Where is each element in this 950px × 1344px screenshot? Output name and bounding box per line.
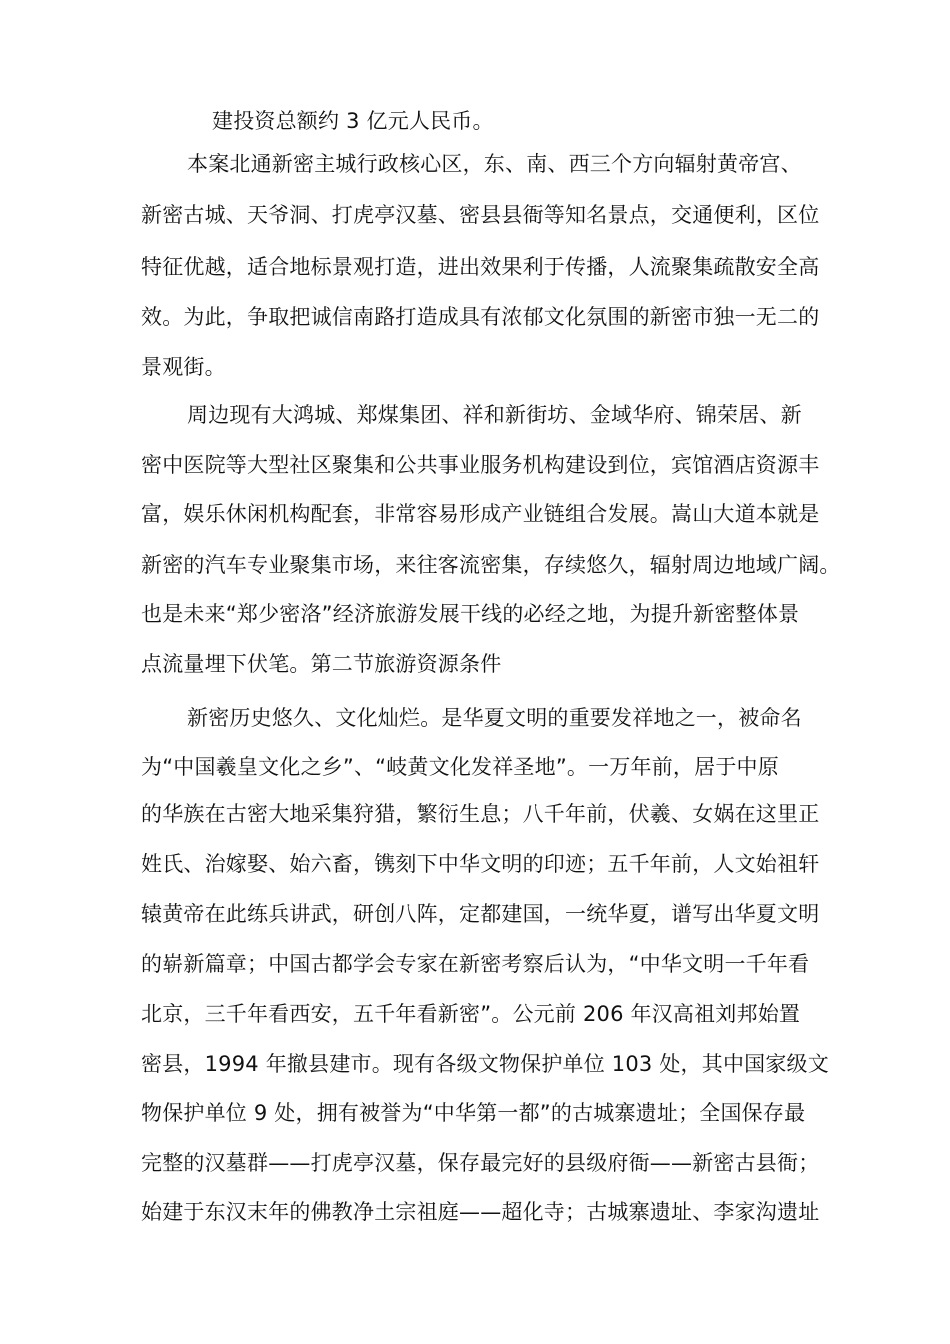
text-line: 北京，三千年看西安，五千年看新密”。公元前 206 年汉高祖刘邦始置 — [141, 1002, 801, 1026]
text-line: 密中医院等大型社区聚集和公共事业服务机构建设到位，宾馆酒店资源丰 — [141, 453, 820, 477]
paragraph-first-line: 周边现有大鸿城、郑煤集团、祥和新街坊、金域华府、锦荣居、新 — [187, 403, 802, 427]
text-line: 完整的汉墓群——打虎亭汉墓，保存最完好的县级府衙——新密古县衙； — [141, 1151, 820, 1175]
text-line: 富，娱乐休闲机构配套，非常容易形成产业链组合发展。嵩山大道本就是 — [141, 502, 820, 526]
text-line: 建投资总额约 3 亿元人民币。 — [212, 109, 494, 133]
text-line: 新密古城、天爷洞、打虎亭汉墓、密县县衙等知名景点，交通便利，区位 — [141, 203, 820, 227]
text-line: 新密的汽车专业聚集市场，来往客流密集，存续悠久，辐射周边地域广阔。 — [141, 553, 841, 577]
text-line: 密县，1994 年撤县建市。现有各级文物保护单位 103 处，其中国家级文 — [141, 1052, 829, 1076]
text-line: 景观街。 — [141, 355, 226, 379]
text-line: 辕黄帝在此练兵讲武，研创八阵，定都建国，一统华夏，谱写出华夏文明 — [141, 902, 820, 926]
text-line: 姓氏、治嫁娶、始六畜，镌刻下中华文明的印迹；五千年前，人文始祖轩 — [141, 852, 820, 876]
text-line: 物保护单位 9 处，拥有被誉为“中华第一都”的古城寨遗址；全国保存最 — [141, 1101, 806, 1125]
text-line: 为“中国羲皇文化之乡”、“岐黄文化发祥圣地”。一万年前，居于中原 — [141, 755, 779, 779]
text-line: 始建于东汉末年的佛教净土宗祖庭——超化寺；古城寨遗址、李家沟遗址 — [141, 1200, 820, 1224]
paragraph-first-line: 本案北通新密主城行政核心区，东、南、西三个方向辐射黄帝宫、 — [187, 152, 802, 176]
text-line: 也是未来“郑少密洛”经济旅游发展干线的必经之地，为提升新密整体景 — [141, 602, 800, 626]
paragraph-first-line: 新密历史悠久、文化灿烂。是华夏文明的重要发祥地之一，被命名 — [187, 706, 802, 730]
text-line: 的华族在古密大地采集狩猎，繁衍生息；八千年前，伏羲、女娲在这里正 — [141, 802, 820, 826]
text-line: 特征优越，适合地标景观打造，进出效果利于传播，人流聚集疏散安全高 — [141, 255, 820, 279]
text-line: 的崭新篇章；中国古都学会专家在新密考察后认为，“中华文明一千年看 — [141, 952, 810, 976]
text-line: 效。为此，争取把诚信南路打造成具有浓郁文化氛围的新密市独一无二的 — [141, 305, 820, 329]
text-line: 点流量埋下伏笔。第二节旅游资源条件 — [141, 652, 502, 676]
